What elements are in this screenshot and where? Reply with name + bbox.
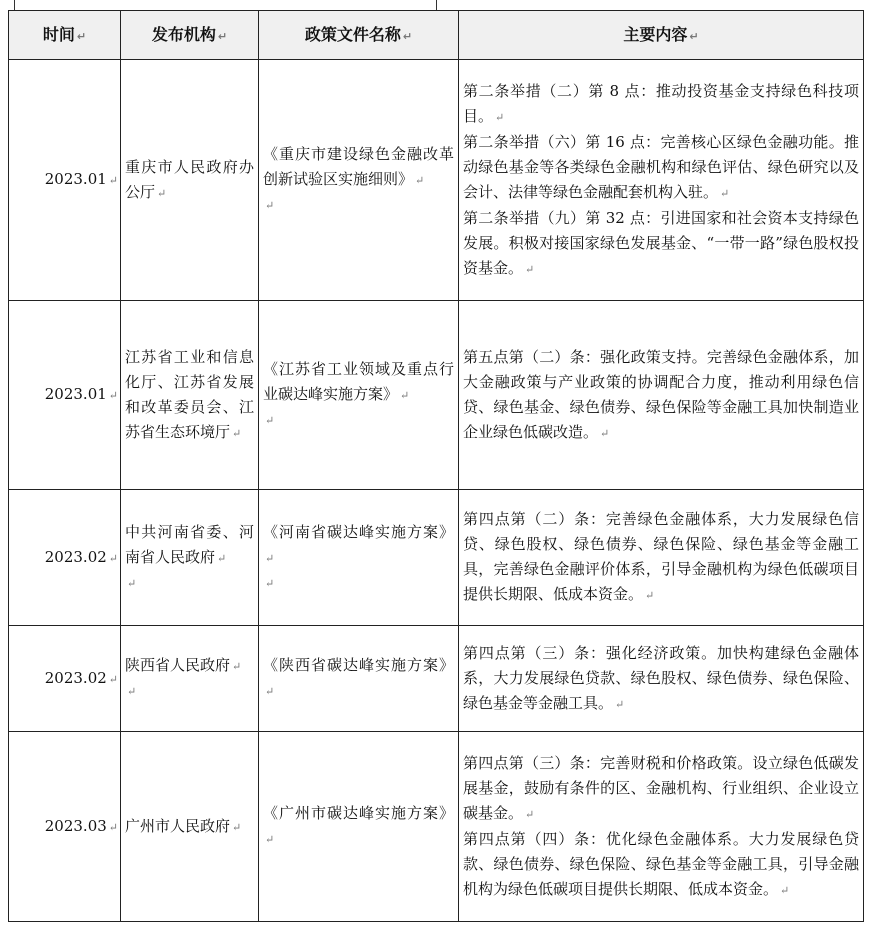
table-row bbox=[9, 732, 864, 922]
policy-table bbox=[8, 10, 864, 922]
document-cell: 《广州市碳达峰实施方案》↵ bbox=[259, 732, 459, 922]
content-paragraph: 第四点第（二）条：完善绿色金融体系，大力发展绿色信贷、绿色股权、绿色债券、绿色保险、绿色基金等金融工具，完善绿色金融评价体系，引导金融机构为绿色低碳项目提供长期限、低成本资金。 ↵ bbox=[463, 510, 859, 603]
header-row bbox=[9, 11, 864, 60]
document-cell: 《重庆市建设绿色金融改革创新试验区实施细则》 ↵ ↵ bbox=[259, 60, 459, 301]
issuer-cell: 江苏省工业和信息化厅、江苏省发展和改革委员会、江苏省生态环境厅 ↵ bbox=[121, 301, 259, 490]
issuer-cell: 陕西省人民政府 ↵ ↵ bbox=[121, 626, 259, 732]
issuer-cell: 重庆市人民政府办公厅 ↵ bbox=[121, 60, 259, 301]
table-row bbox=[9, 490, 864, 626]
issuer-cell: 广州市人民政府 ↵ bbox=[121, 732, 259, 922]
date-cell: 2023.03 ↵ bbox=[9, 732, 121, 922]
content-cell bbox=[459, 490, 864, 626]
content-paragraph: 第四点第（三）条：强化经济政策。加快构建绿色金融体系，大力发展绿色贷款、绿色股权、绿色债券、绿色保险、绿色基金等金融工具。 ↵ bbox=[463, 643, 859, 712]
table-row bbox=[9, 301, 864, 490]
header-issuer: 发布机构 ↵ bbox=[121, 11, 259, 60]
date-cell: 2023.01 ↵ bbox=[9, 60, 121, 301]
date-cell: 2023.01 ↵ bbox=[9, 301, 121, 490]
content-cell bbox=[459, 301, 864, 490]
table-row bbox=[9, 626, 864, 732]
table-row bbox=[9, 60, 864, 301]
content-paragraph: 第五点第（二）条：强化政策支持。完善绿色金融体系，加大金融政策与产业政策的协调配合力度，推动利用绿色信贷、绿色基金、绿色债券、绿色保险等金融工具加快制造业企业绿色低碳改造。 ↵ bbox=[463, 347, 859, 441]
content-cell bbox=[459, 732, 864, 922]
content-paragraph: 第二条举措（九）第 32 点：引进国家和社会资本支持绿色发展。积极对接国家绿色发展基金、“一带一路”绿色股权投资基金。 ↵ bbox=[463, 208, 859, 277]
document-cell: 《陕西省碳达峰实施方案》↵ bbox=[259, 626, 459, 732]
header-content: 主要内容 ↵ bbox=[459, 11, 864, 60]
page-corner-mark bbox=[436, 0, 437, 10]
date-cell: 2023.02 ↵ bbox=[9, 626, 121, 732]
content-paragraph: 第二条举措（六）第 16 点：完善核心区绿色金融功能。推动绿色基金等各类绿色金融机构和绿色评估、绿色研究以及会计、法律等绿色金融配套机构入驻。 ↵ bbox=[463, 132, 859, 201]
content-paragraph: 第四点第（四）条：优化绿色金融体系。大力发展绿色贷款、绿色债券、绿色保险、绿色基金等金融工具，引导金融机构为绿色低碳项目提供长期限、低成本资金。 ↵ bbox=[463, 829, 859, 898]
content-cell bbox=[459, 626, 864, 732]
content-cell bbox=[459, 60, 864, 301]
date-cell: 2023.02 ↵ bbox=[9, 490, 121, 626]
content-paragraph: 第二条举措（二）第 8 点：推动投资基金支持绿色科技项目。 ↵ bbox=[463, 81, 859, 125]
document-cell: 《江苏省工业领域及重点行业碳达峰实施方案》 ↵ ↵ bbox=[259, 301, 459, 490]
header-document: 政策文件名称 ↵ bbox=[259, 11, 459, 60]
page-corner-mark bbox=[14, 0, 15, 10]
content-paragraph: 第四点第（三）条：完善财税和价格政策。设立绿色低碳发展基金，鼓励有条件的区、金融机构、行业组织、企业设立碳基金。 ↵ bbox=[463, 753, 859, 822]
header-date: 时间 ↵ bbox=[9, 11, 121, 60]
document-cell: 《河南省碳达峰实施方案》↵ ↵ bbox=[259, 490, 459, 626]
issuer-cell: 中共河南省委、河南省人民政府 ↵ ↵ bbox=[121, 490, 259, 626]
